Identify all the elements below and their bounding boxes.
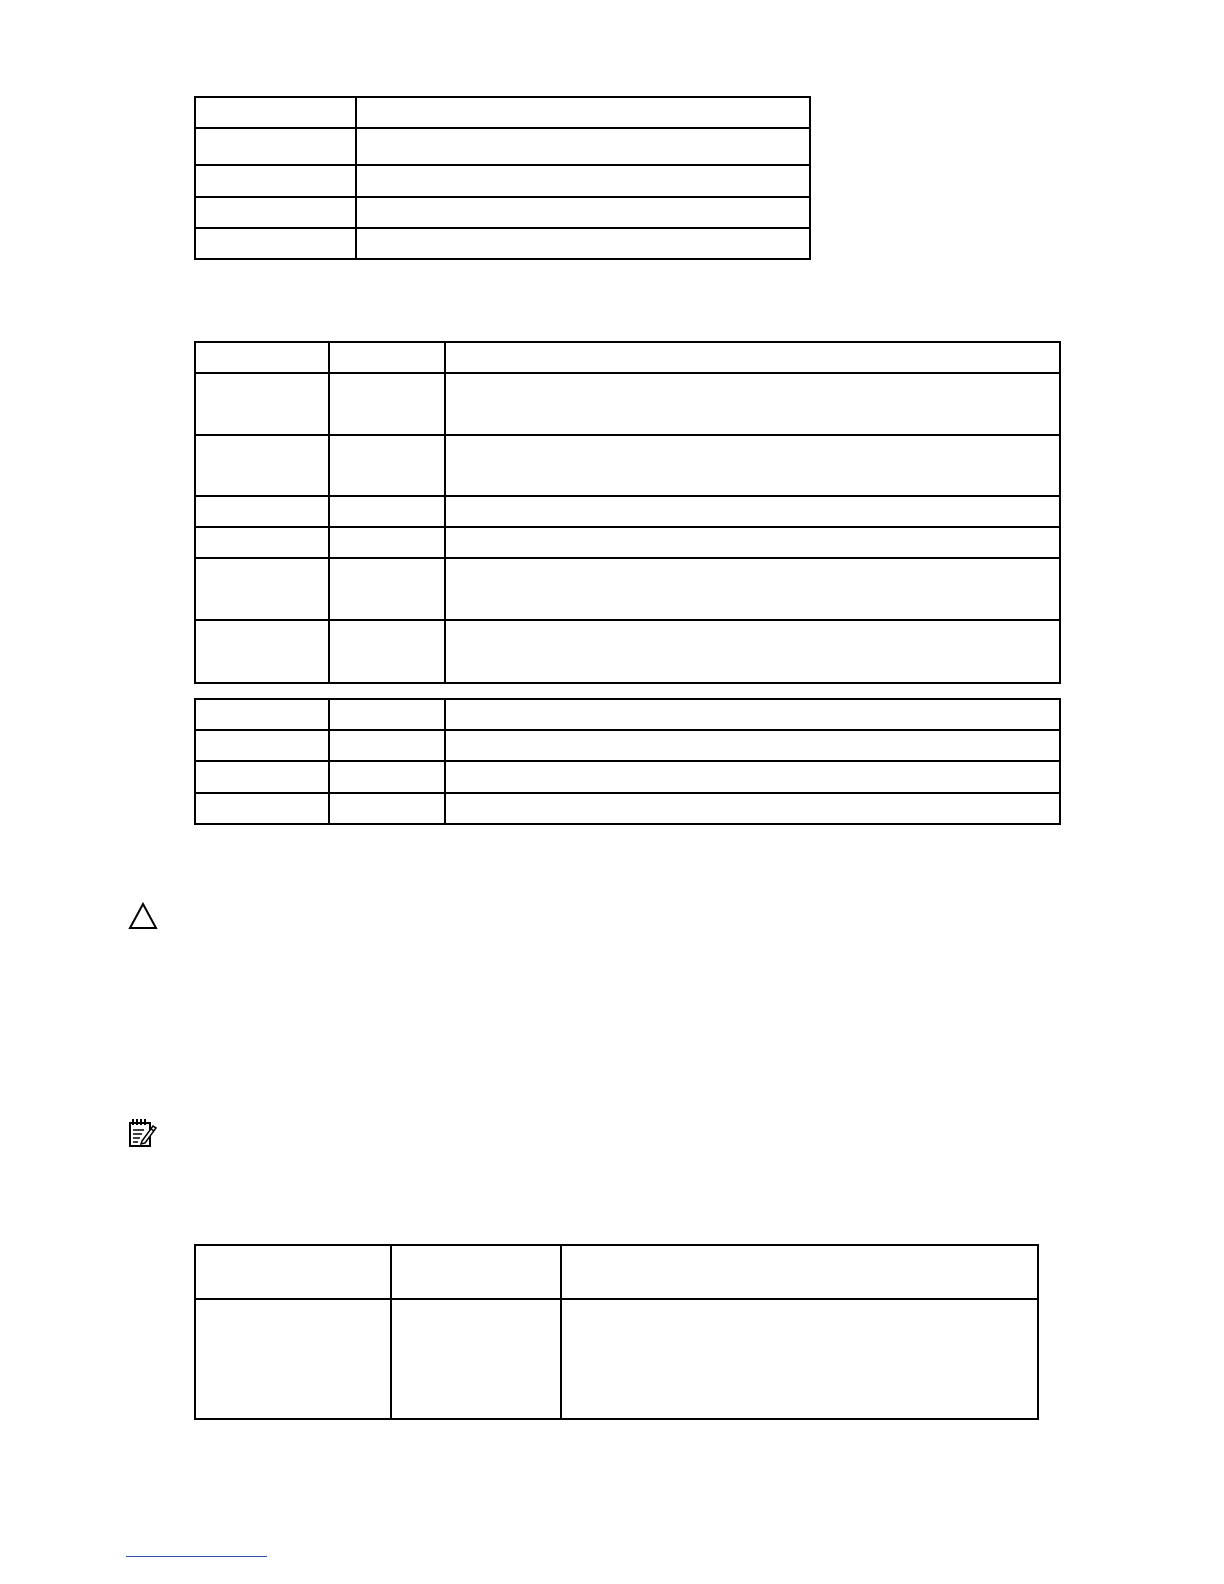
table-cell [445,558,1060,620]
table-row [195,128,810,165]
table-cell [445,699,1060,730]
table-cell [195,1299,391,1419]
table-cell [329,342,445,373]
table-cell [445,620,1060,683]
note-icon [128,1118,158,1148]
table-row [195,558,1060,620]
table-cell [445,793,1060,824]
table-cell [195,342,329,373]
table-cell [445,435,1060,496]
table-cell [445,373,1060,435]
table-cell [195,165,356,197]
table-cell [329,793,445,824]
table-cell [445,730,1060,761]
table-cell [391,1299,561,1419]
table-row [195,97,810,128]
table-cell [356,97,810,128]
table-row [195,228,810,259]
table-row [195,342,1060,373]
table-cell [561,1245,1038,1299]
table-cell [195,699,329,730]
table-cell [195,128,356,165]
table-cell [195,558,329,620]
table-row [195,761,1060,793]
table-cell [195,620,329,683]
table-cell [195,527,329,558]
table-row [195,435,1060,496]
table-cell [195,793,329,824]
table-4 [194,1244,1039,1420]
table-row [195,197,810,228]
table-cell [195,496,329,527]
table-cell [195,197,356,228]
table-cell [195,435,329,496]
table-cell [329,730,445,761]
table-cell [356,197,810,228]
table-cell [329,620,445,683]
table-cell [445,527,1060,558]
table-row [195,496,1060,527]
table-cell [445,342,1060,373]
table-cell [356,228,810,259]
table-cell [195,97,356,128]
table-cell [195,730,329,761]
table-cell [195,761,329,793]
table-2 [194,341,1061,684]
table-row [195,730,1060,761]
table-1 [194,96,811,260]
table-cell [195,373,329,435]
table-row [195,620,1060,683]
table-row [195,793,1060,824]
table-row [195,1299,1038,1419]
table-cell [329,496,445,527]
table-row [195,1245,1038,1299]
table-cell [356,128,810,165]
table-cell [329,558,445,620]
table-cell [391,1245,561,1299]
table-row [195,373,1060,435]
caution-icon [128,902,158,930]
table-cell [445,496,1060,527]
table-cell [195,228,356,259]
table-cell [329,373,445,435]
table-cell [329,527,445,558]
table-cell [561,1299,1038,1419]
table-cell [356,165,810,197]
table-cell [329,699,445,730]
table-3 [194,698,1061,825]
table-cell [329,435,445,496]
footer-link-underline[interactable] [126,1556,267,1557]
table-row [195,699,1060,730]
table-cell [445,761,1060,793]
table-row [195,527,1060,558]
table-cell [329,761,445,793]
table-cell [195,1245,391,1299]
table-row [195,165,810,197]
